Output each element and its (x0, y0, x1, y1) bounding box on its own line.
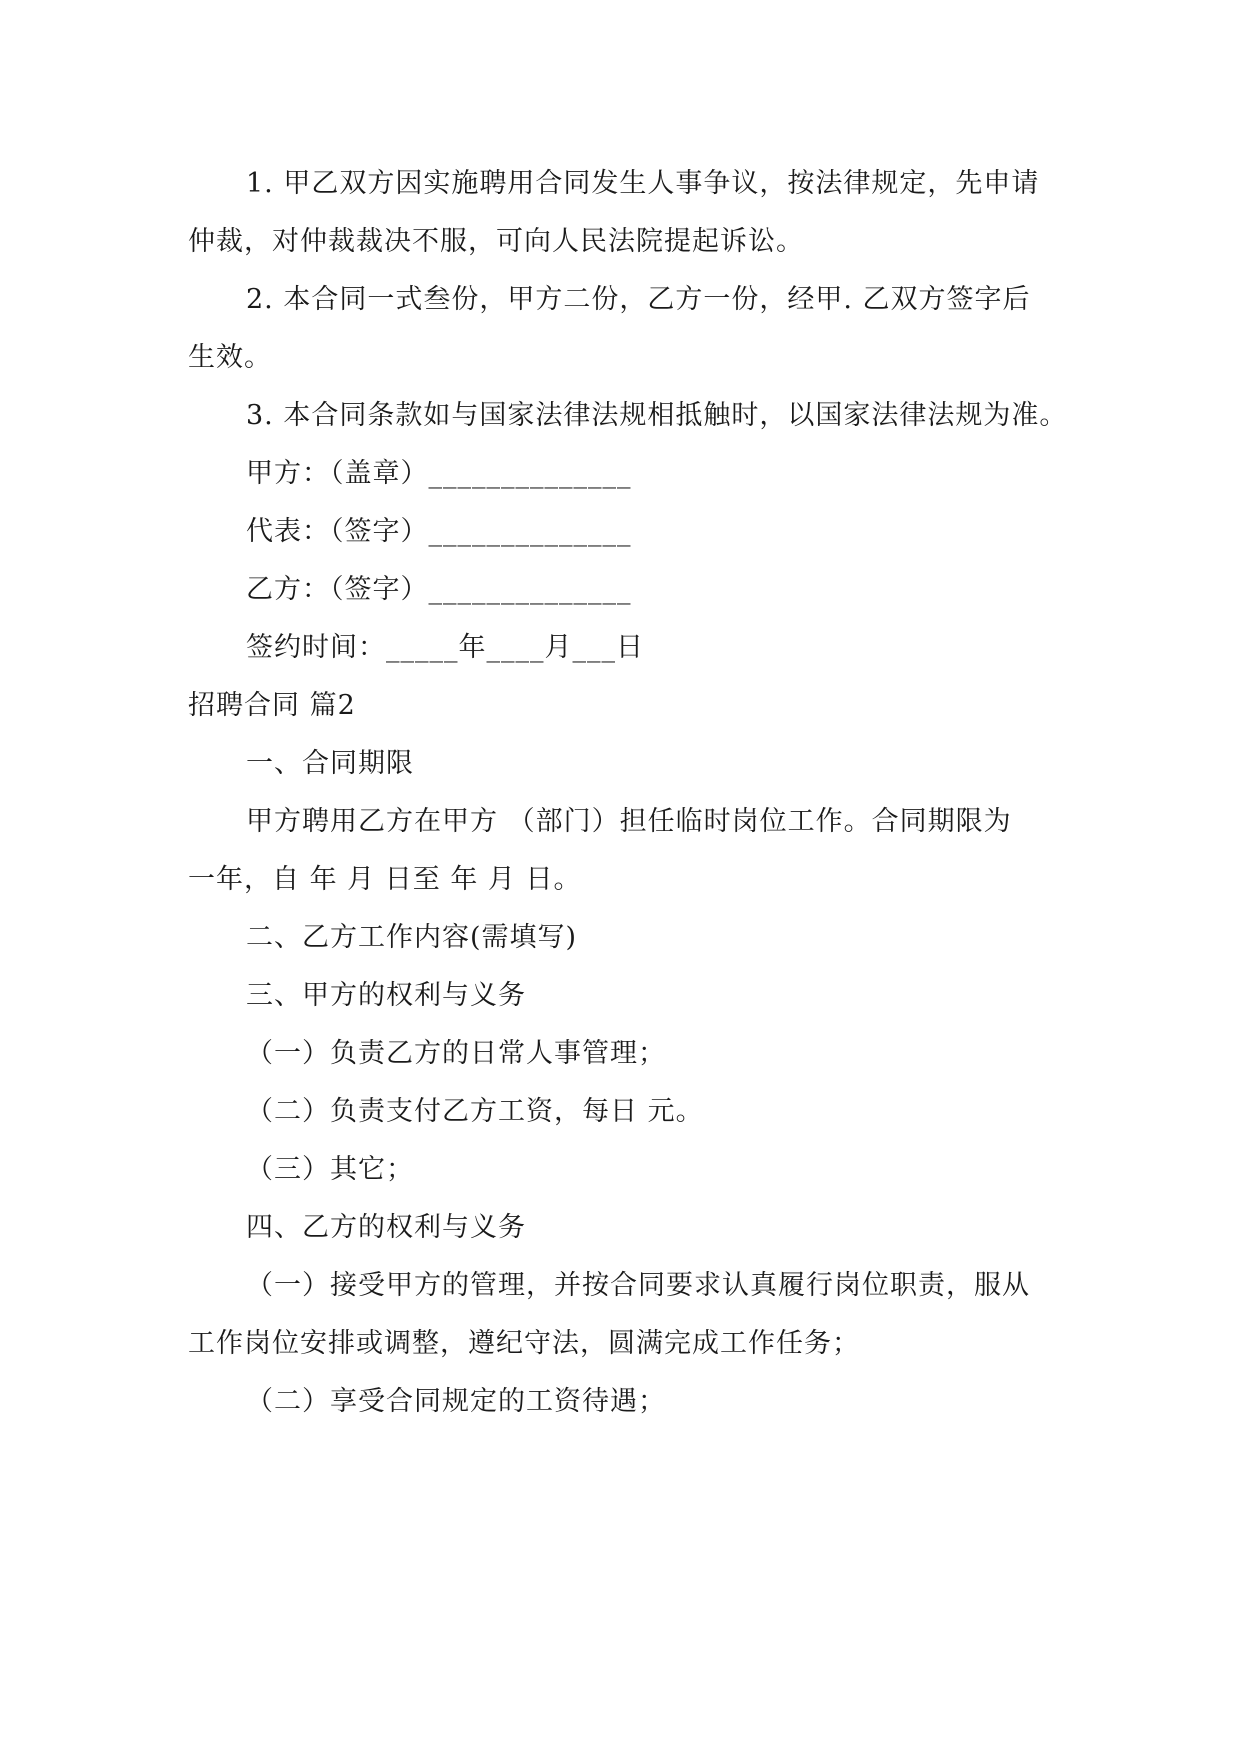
representative-signature-line: 代表：（签字）______________ (246, 516, 632, 547)
contract-term-line-1: 甲方聘用乙方在甲方 （部门）担任临时岗位工作。合同期限为 (246, 806, 1012, 837)
clause-1-line-2: 仲裁，对仲裁裁决不服，可向人民法院提起诉讼。 (188, 226, 804, 257)
party-a-seal-line: 甲方：（盖章）______________ (246, 458, 632, 489)
party-a-item-3: （三）其它； (246, 1154, 414, 1185)
party-a-item-1: （一）负责乙方的日常人事管理； (246, 1038, 666, 1069)
heading-work-content: 二、乙方工作内容(需填写) (246, 922, 578, 953)
clause-3: 3. 本合同条款如与国家法律法规相抵触时，以国家法律法规为准。 (246, 400, 1068, 431)
party-b-item-1-line-1: （一）接受甲方的管理，并按合同要求认真履行岗位职责，服从 (246, 1270, 1030, 1301)
heading-party-a-rights: 三、甲方的权利与义务 (246, 980, 526, 1011)
party-b-signature-line: 乙方：（签字）______________ (246, 574, 632, 605)
heading-party-b-rights: 四、乙方的权利与义务 (246, 1212, 526, 1243)
section-title: 招聘合同 篇2 (188, 690, 356, 721)
party-b-item-1-line-2: 工作岗位安排或调整，遵纪守法，圆满完成工作任务； (188, 1328, 860, 1359)
signing-date-line: 签约时间：_____年____月___日 (246, 632, 644, 663)
party-b-item-2: （二）享受合同规定的工资待遇； (246, 1386, 666, 1417)
clause-2-line-2: 生效。 (188, 342, 272, 373)
heading-contract-term: 一、合同期限 (246, 748, 414, 779)
party-a-item-2: （二）负责支付乙方工资，每日 元。 (246, 1096, 704, 1127)
clause-2-line-1: 2. 本合同一式叁份，甲方二份，乙方一份，经甲. 乙双方签字后 (246, 284, 1031, 315)
clause-1-line-1: 1. 甲乙双方因实施聘用合同发生人事争议，按法律规定，先申请 (246, 168, 1040, 199)
contract-term-line-2: 一年，自 年 月 日至 年 月 日。 (188, 864, 582, 895)
